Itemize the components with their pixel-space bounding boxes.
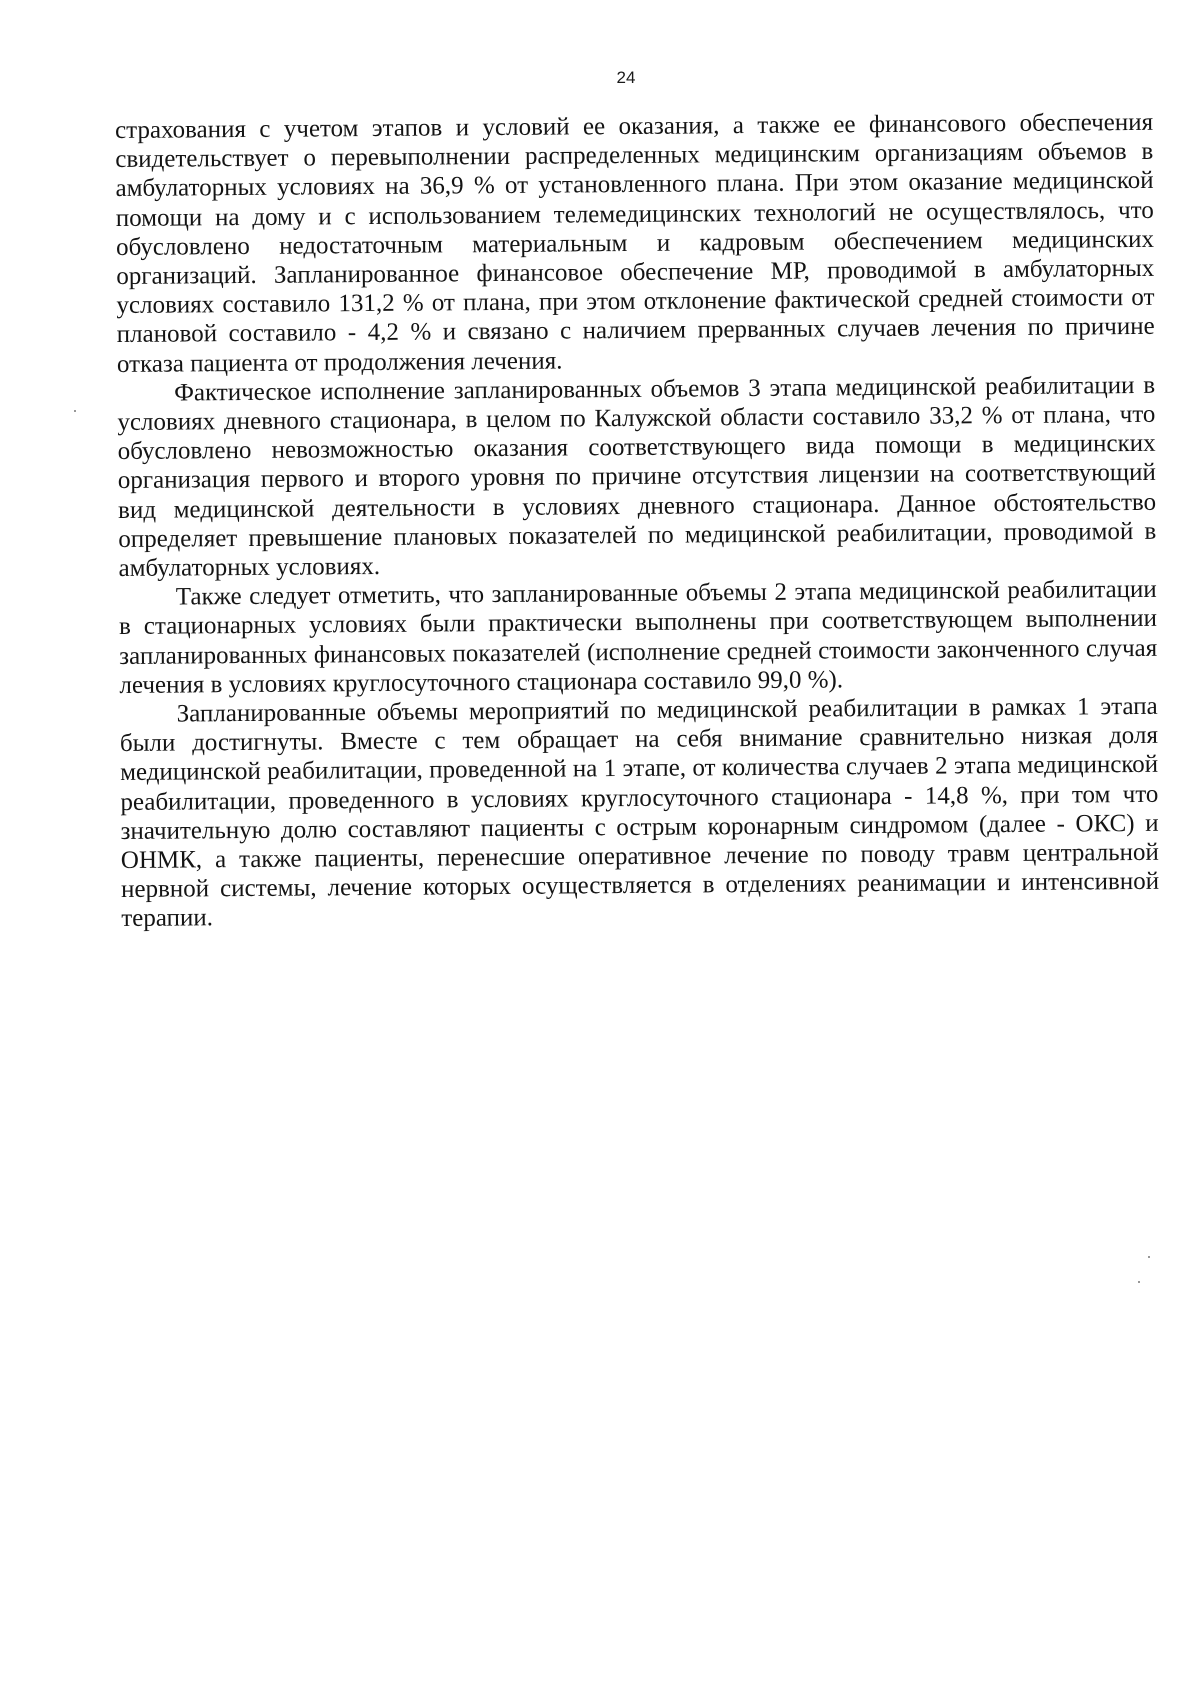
paragraph-day-hospital: Фактическое исполнение запланированных объемов 3 этапа медицинской реабилитации в условиях дневного стационара, в целом по Калужской области составило 33,2 % от плана, что обусловлено невозможностью оказания соответствующего вида помощи в медицинских организация первого и второго уровня по причине отсутствия лицензии на соответствующий вид медицинской деятельности в условиях дневного стационара. Данное обстоятельство определяет превышение плановых показателей по медицинской реабилитации, проводимой в амбулаторных условиях. [117,371,1157,583]
scan-speck [74,410,76,412]
scan-speck [1138,1281,1140,1283]
page-number: 24 [616,68,636,87]
paragraph-stage-2: Также следует отметить, что запланированные объемы 2 этапа медицинской реабилитации в стационарных условиях были практически выполнены при соответствующем выполнении запланированных финансовых показателей (исполнение средней стоимости законченного случая лечения в условиях круглосуточного стационара составило 99,0 %). [118,576,1158,699]
paragraph-stage-1: Запланированные объемы мероприятий по медицинской реабилитации в рамках 1 этапа были достигнуты. Вместе с тем обращает на себя внимание сравнительно низкая доля медицинской реабилитации, проведенной на 1 этапе, от количества случаев 2 этапа медицинской реабилитации, проведенного в условиях круглосуточного стационара - 14,8 %, при том что значительную долю составляют пациенты с острым коронарным синдромом (далее - ОКС) и ОНМК, а также пациенты, перенесшие оперативное лечение по поводу травм центральной нервной системы, лечение которых осуществляется в отделениях реанимации и интенсивной терапии. [119,692,1160,933]
document-body [115,108,1159,934]
paragraph-continued: страхования с учетом этапов и условий ее оказания, а также ее финансового обеспечения свидетельствует о перевыполнении распределенных медицинским организациям объемов в амбулаторных условиях на 36,9 % от установленного плана. При этом оказание медицинской помощи на дому и с использованием телемедицинских технологий не осуществлялось, что обусловлено недостаточным материальным и кадровым обеспечением медицинских организаций. Запланированное финансовое обеспечение МР, проводимой в амбулаторных условиях составило 131,2 % от плана, при этом отклонение фактической средней стоимости от плановой составило - 4,2 % и связано с наличием прерванных случаев лечения по причине отказа пациента от продолжения лечения. [115,108,1155,378]
scan-speck [1148,1256,1150,1258]
